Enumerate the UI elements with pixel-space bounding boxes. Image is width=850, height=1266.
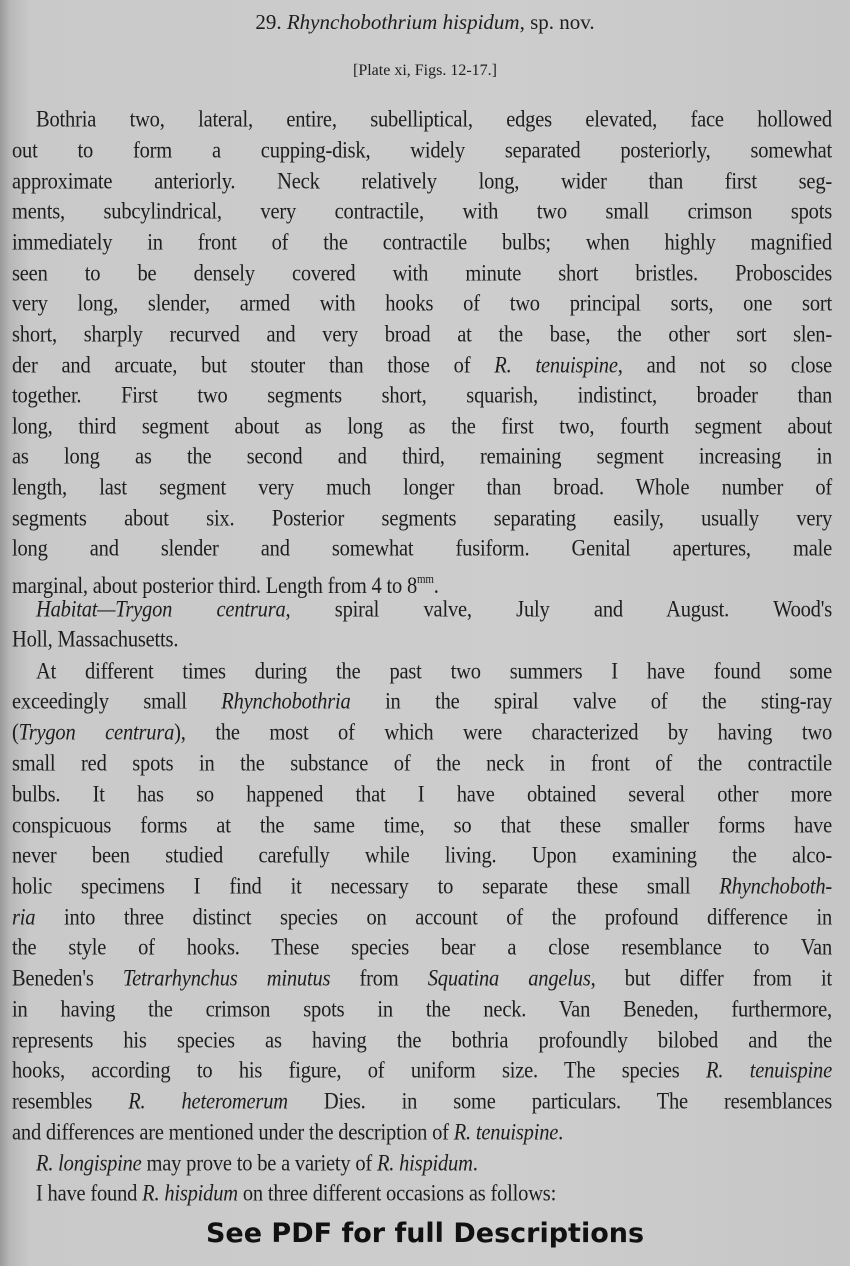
- text-line: [12, 872, 832, 901]
- text-segment: Beneden's: [12, 966, 123, 991]
- text-line: [12, 687, 832, 716]
- text-segment: from: [330, 966, 428, 991]
- text-line: [12, 1118, 832, 1147]
- text-line: [12, 136, 832, 165]
- text-segment: , and not so close: [617, 353, 833, 378]
- text-line: [12, 351, 832, 380]
- text-segment: (: [12, 720, 19, 745]
- text-line: [12, 197, 832, 226]
- text-segment: .: [558, 1120, 564, 1145]
- text-line: [12, 964, 832, 993]
- heading-species: Rhynchobothrium hispidum: [286, 10, 520, 34]
- text-segment: marginal, about posterior third. Length from 4 to 8: [12, 573, 418, 599]
- text-segment: .: [433, 573, 439, 599]
- italic-text: Trygon centrura: [18, 720, 175, 745]
- text-line: [12, 625, 832, 654]
- text-segment: the style of hooks. These species bear a close resemblance to Van: [12, 935, 832, 960]
- text-segment: I have found: [36, 1181, 143, 1206]
- text-line: [12, 473, 832, 502]
- text-segment: and differences are mentioned under the description of: [12, 1120, 454, 1145]
- text-segment: bulbs. It has so happened that I have obtained several other more: [12, 782, 832, 807]
- text-segment: Dies. in some particulars. The resemblances: [287, 1089, 832, 1114]
- text-line: [12, 320, 832, 349]
- text-segment: on three different occasions as follows:: [237, 1181, 557, 1206]
- italic-text: Habitat—Trygon centrura: [36, 597, 286, 622]
- see-pdf-note: See PDF for full Descriptions: [205, 1218, 645, 1249]
- text-segment: may prove to be a variety of: [141, 1151, 377, 1176]
- text-segment: ), the most of which were characterized by having two: [174, 720, 832, 745]
- italic-text: R. hispidum: [376, 1151, 473, 1176]
- text-segment: immediately in front of the contractile bulbs; when highly magnified: [12, 230, 832, 255]
- text-segment: length, last segment very much longer than broad. Whole number of: [12, 475, 832, 500]
- italic-text: Tetrarhynchus minutus: [122, 966, 331, 991]
- text-segment: out to form a cupping-disk, widely separated posteriorly, somewhat: [12, 138, 832, 163]
- text-segment: approximate anteriorly. Neck relatively long, wider than first seg-: [12, 169, 832, 194]
- text-segment: hooks, according to his figure, of uniform size. The species: [12, 1058, 707, 1083]
- text-segment: , but differ from it: [590, 966, 832, 991]
- section-heading: [0, 10, 850, 35]
- text-segment: ments, subcylindrical, very contractile, with two small crimson spots: [12, 199, 832, 224]
- heading-number: 29.: [255, 10, 282, 34]
- text-line: [12, 412, 832, 441]
- text-line: [12, 903, 832, 932]
- text-segment: small red spots in the substance of the neck in front of the contractile: [12, 751, 832, 776]
- text-segment: holic specimens I find it necessary to separate these small: [12, 874, 720, 899]
- italic-text: Rhynchoboth-: [719, 874, 832, 899]
- text-segment: short, sharply recurved and very broad at the base, the other sort slen-: [12, 322, 832, 347]
- italic-text: R. heteromerum: [128, 1089, 288, 1114]
- text-segment: , spiral valve, July and August. Wood's: [285, 597, 833, 622]
- text-line: [12, 1056, 832, 1085]
- text-segment: in the spiral valve of the sting-ray: [350, 689, 832, 714]
- heading-suffix: , sp. nov.: [519, 10, 595, 34]
- text-segment: as long as the second and third, remaining segment increasing in: [12, 444, 832, 469]
- italic-text: R. longispine: [36, 1151, 142, 1176]
- text-segment: never been studied carefully while living. Upon examining the alco-: [12, 843, 832, 868]
- text-line: [12, 1087, 832, 1116]
- text-line: [36, 657, 832, 686]
- text-line: [12, 749, 832, 778]
- italic-text: R. tenuispine: [453, 1120, 559, 1145]
- text-line: [36, 105, 832, 134]
- text-line: [12, 167, 832, 196]
- text-segment: At different times during the past two summers I have found some: [36, 659, 832, 684]
- italic-text: ria: [12, 905, 36, 930]
- text-segment: Bothria two, lateral, entire, subelliptical, edges elevated, face hollowed: [36, 107, 832, 132]
- text-segment: der and arcuate, but stouter than those of: [12, 353, 495, 378]
- text-line: [12, 259, 832, 288]
- text-line: [12, 1026, 832, 1055]
- text-line: [36, 595, 832, 624]
- italic-text: Squatina angelus: [427, 966, 591, 991]
- text-line: [12, 841, 832, 870]
- italic-text: R. hispidum: [142, 1181, 238, 1206]
- text-line: [12, 534, 832, 563]
- text-segment: conspicuous forms at the same time, so that these smaller forms have: [12, 813, 832, 838]
- text-segment: represents his species as having the bothria profoundly bilobed and the: [12, 1028, 832, 1053]
- text-line: [12, 995, 832, 1024]
- text-line: [36, 1179, 832, 1208]
- text-line: [12, 228, 832, 257]
- text-segment: mm: [417, 572, 434, 587]
- italic-text: R. tenuispine: [706, 1058, 832, 1083]
- text-line: [12, 381, 832, 410]
- text-segment: into three distinct species on account of the profound difference in: [35, 905, 832, 930]
- text-line: [12, 811, 832, 840]
- text-line: [12, 442, 832, 471]
- text-line: [36, 1149, 832, 1178]
- italic-text: R. tenuispine: [494, 353, 618, 378]
- text-segment: segments about six. Posterior segments separating easily, usually very: [12, 506, 832, 531]
- text-segment: long and slender and somewhat fusiform. Genital apertures, male: [12, 536, 832, 561]
- text-segment: together. First two segments short, squarish, indistinct, broader than: [12, 383, 832, 408]
- text-segment: seen to be densely covered with minute short bristles. Proboscides: [12, 261, 832, 286]
- text-line: [12, 289, 832, 318]
- text-segment: resembles: [12, 1089, 129, 1114]
- text-segment: .: [472, 1151, 478, 1176]
- text-segment: exceedingly small: [12, 689, 222, 714]
- text-segment: long, third segment about as long as the first two, fourth segment about: [12, 414, 832, 439]
- text-segment: Holl, Massachusetts.: [12, 627, 179, 652]
- text-segment: in having the crimson spots in the neck. Van Beneden, furthermore,: [12, 997, 832, 1022]
- text-line: [12, 718, 832, 747]
- text-line: [12, 504, 832, 533]
- text-line: [12, 780, 832, 809]
- plate-reference: [Plate xi, Figs. 12-17.]: [353, 62, 497, 79]
- text-line: [12, 933, 832, 962]
- text-segment: very long, slender, armed with hooks of two principal sorts, one sort: [12, 291, 832, 316]
- italic-text: Rhynchobothria: [221, 689, 351, 714]
